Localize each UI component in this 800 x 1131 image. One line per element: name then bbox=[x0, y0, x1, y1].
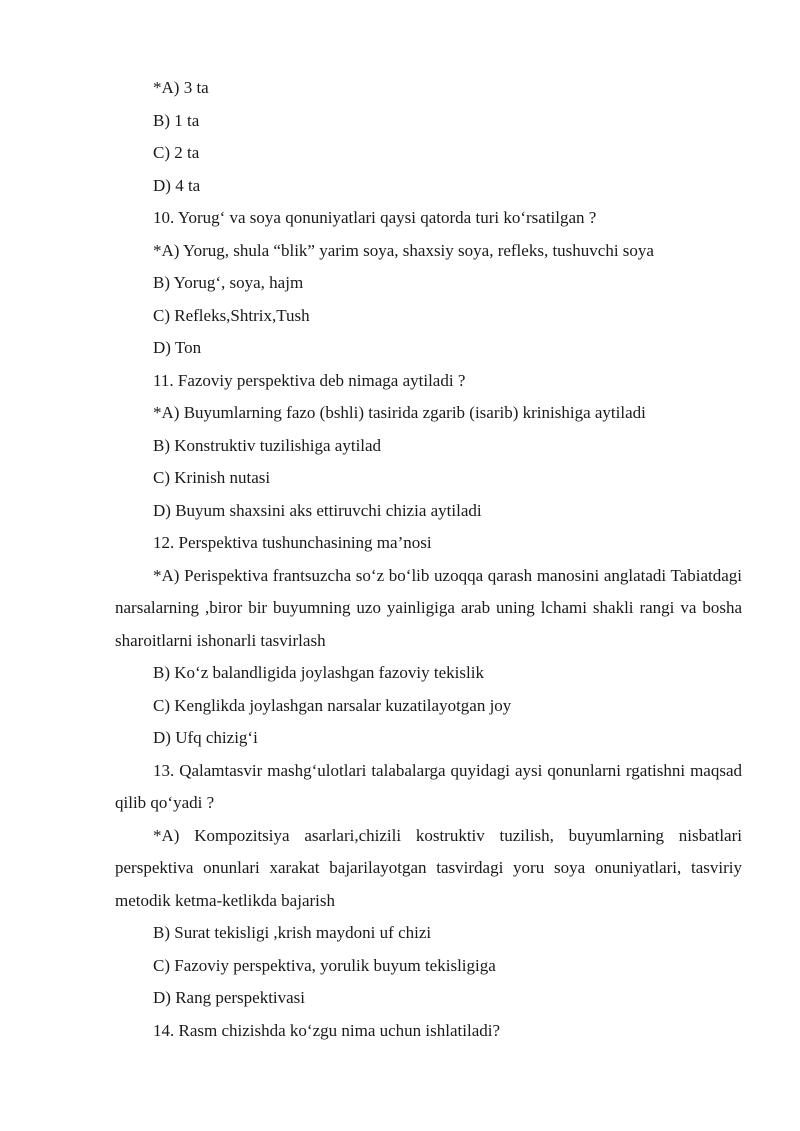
answer-option: D) 4 ta bbox=[153, 175, 201, 195]
answer-option: B) Yorug‘, soya, hajm bbox=[153, 273, 304, 292]
question-10: 10. Yorug‘ va soya qonuniyatlari qaysi qatorda turi ko‘rsatilgan ? bbox=[153, 208, 597, 227]
answer-option: C) Kenglikda joylashgan narsalar kuzatilayotgan joy bbox=[153, 695, 512, 715]
answer-option: D) Ufq chizig‘i bbox=[153, 728, 258, 747]
answer-option: C) Refleks,Shtrix,Tush bbox=[153, 305, 310, 325]
answer-option: D) Buyum shaxsini aks ettiruvchi chizia aytiladi bbox=[153, 500, 482, 520]
answer-option: C) Krinish nutasi bbox=[153, 468, 271, 487]
answer-option: B) 1 ta bbox=[153, 110, 200, 130]
answer-option-paragraph: *A) Kompozitsiya asarlari,chizili kostruktiv tuzilish, buyumlarning nisbatlari perspektiva onunlari xarakat bajarilayotgan tasvirdagi yoru soya onuniyatlari, tasviriy metodik ketma-ketlikda bajarish bbox=[115, 825, 742, 910]
answer-option: B) Surat tekisligi ,krish maydoni uf chizi bbox=[153, 923, 432, 942]
answer-option: D) Ton bbox=[153, 338, 202, 357]
question-14: 14. Rasm chizishda ko‘zgu nima uchun ishlatiladi? bbox=[153, 1020, 501, 1040]
answer-option: B) Ko‘z balandligida joylashgan fazoviy tekislik bbox=[153, 663, 484, 682]
answer-option: *A) 3 ta bbox=[153, 78, 209, 97]
answer-option: C) Fazoviy perspektiva, yorulik buyum tekisligiga bbox=[153, 955, 496, 975]
question-12: 12. Perspektiva tushunchasining ma’nosi bbox=[153, 533, 432, 552]
question-11: 11. Fazoviy perspektiva deb nimaga aytiladi ? bbox=[153, 370, 466, 390]
answer-option: B) Konstruktiv tuzilishiga aytilad bbox=[153, 435, 382, 455]
answer-option: D) Rang perspektivasi bbox=[153, 988, 306, 1007]
answer-option: *A) Buyumlarning fazo (bshli) tasirida zgarib (isarib) krinishiga aytiladi bbox=[153, 403, 646, 422]
answer-option: *A) Yorug, shula “blik” yarim soya, shaxsiy soya, refleks, tushuvchi soya bbox=[153, 240, 654, 260]
answer-option-paragraph: *A) Perispektiva frantsuzcha so‘z bo‘lib uzoqqa qarash manosini anglatadi Tabiatdagi narsalarning ,biror bir buyumning uzo yainligiga arab uning lchami shakli rangi va bosha sharoitlarni ishonarli tasvirlash bbox=[115, 565, 742, 650]
answer-option: C) 2 ta bbox=[153, 143, 200, 162]
question-13: 13. Qalamtasvir mashg‘ulotlari talabalarga quyidagi aysi qonunlarni rgatishni maqsad qilib qo‘yadi ? bbox=[115, 760, 742, 812]
